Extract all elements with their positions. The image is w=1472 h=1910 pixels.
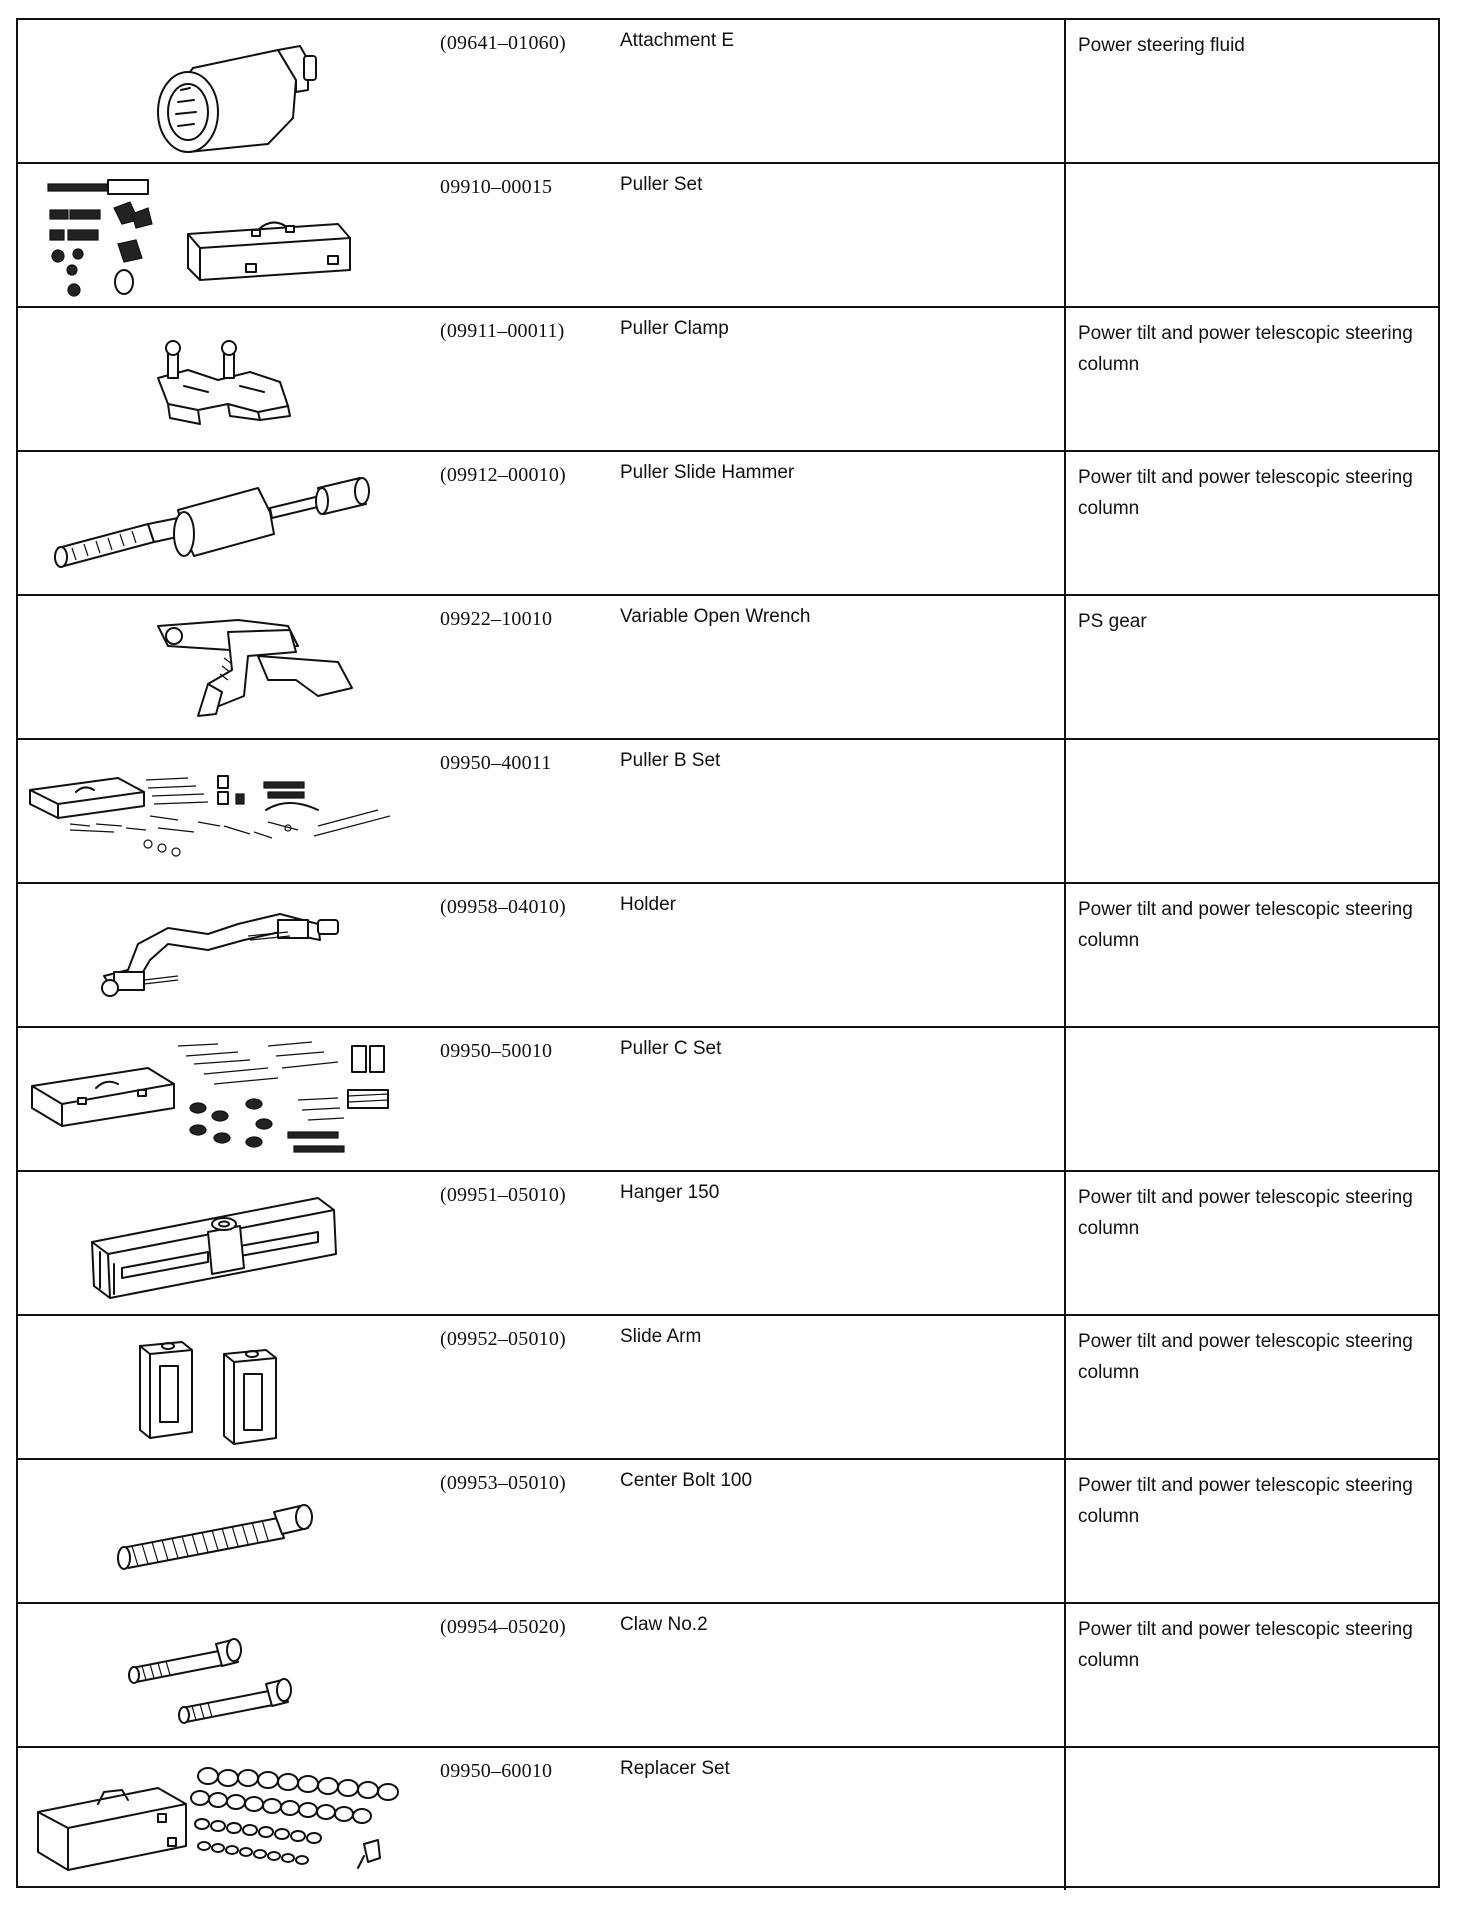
- part-number: (09911–00011): [440, 320, 565, 342]
- usage-text: Power tilt and power telescopic steering column: [1064, 452, 1438, 594]
- part-number: 09950–40011: [440, 752, 552, 774]
- part-name: Puller Clamp: [620, 318, 729, 339]
- usage-text: Power tilt and power telescopic steering column: [1064, 1172, 1438, 1314]
- tool-image-puller-set: [18, 164, 438, 306]
- tool-image-replacer-set: [18, 1748, 438, 1890]
- part-name: Slide Arm: [620, 1326, 702, 1347]
- table-row: [18, 1748, 1438, 1890]
- part-name: Holder: [620, 894, 676, 915]
- part-name: Puller Slide Hammer: [620, 462, 795, 483]
- table-row: [18, 452, 1438, 596]
- part-name: Replacer Set: [620, 1758, 730, 1779]
- tool-image-holder: [18, 884, 438, 1026]
- tool-table: [16, 18, 1440, 1888]
- usage-text: PS gear: [1064, 596, 1438, 738]
- usage-text: Power tilt and power telescopic steering column: [1064, 308, 1438, 450]
- table-row: [18, 1172, 1438, 1316]
- tool-image-claw-no2: [18, 1604, 438, 1746]
- part-name: Center Bolt 100: [620, 1470, 753, 1491]
- tool-image-puller-c-set: [18, 1028, 438, 1170]
- part-number: 09950–50010: [440, 1040, 553, 1062]
- part-number: (09641–01060): [440, 32, 566, 54]
- table-row: [18, 1028, 1438, 1172]
- table-row: [18, 1460, 1438, 1604]
- tool-image-variable-open-wrench: [18, 596, 438, 738]
- table-row: [18, 164, 1438, 308]
- tool-image-attachment-e: [18, 20, 438, 162]
- part-number: (09958–04010): [440, 896, 566, 918]
- usage-text: [1064, 1028, 1438, 1170]
- usage-text: Power tilt and power telescopic steering column: [1064, 1460, 1438, 1602]
- usage-text: [1064, 740, 1438, 882]
- part-name: Puller Set: [620, 174, 703, 195]
- table-row: [18, 20, 1438, 164]
- part-number: (09951–05010): [440, 1184, 566, 1206]
- part-number: 09950–60010: [440, 1760, 553, 1782]
- part-number: (09912–00010): [440, 464, 566, 486]
- table-row: [18, 308, 1438, 452]
- part-name: Hanger 150: [620, 1182, 720, 1203]
- tool-image-hanger-150: [18, 1172, 438, 1314]
- table-row: [18, 884, 1438, 1028]
- usage-text: [1064, 164, 1438, 306]
- tool-image-center-bolt-100: [18, 1460, 438, 1602]
- part-number: 09922–10010: [440, 608, 553, 630]
- usage-text: [1064, 1748, 1438, 1890]
- usage-text: Power tilt and power telescopic steering column: [1064, 1604, 1438, 1746]
- usage-text: Power tilt and power telescopic steering column: [1064, 884, 1438, 1026]
- usage-text: Power tilt and power telescopic steering column: [1064, 1316, 1438, 1458]
- part-number: 09910–00015: [440, 176, 553, 198]
- part-name: Attachment E: [620, 30, 735, 51]
- usage-text: Power steering fluid: [1064, 20, 1438, 162]
- tool-image-puller-b-set: [18, 740, 438, 882]
- table-row: [18, 1316, 1438, 1460]
- part-name: Variable Open Wrench: [620, 606, 811, 627]
- part-number: (09953–05010): [440, 1472, 566, 1494]
- tool-image-puller-slide-hammer: [18, 452, 438, 594]
- tool-image-puller-clamp: [18, 308, 438, 450]
- part-name: Claw No.2: [620, 1614, 708, 1635]
- part-number: (09952–05010): [440, 1328, 566, 1350]
- table-row: [18, 740, 1438, 884]
- tool-image-slide-arm: [18, 1316, 438, 1458]
- part-number: (09954–05020): [440, 1616, 566, 1638]
- table-row: [18, 596, 1438, 740]
- part-name: Puller B Set: [620, 750, 721, 771]
- table-row: [18, 1604, 1438, 1748]
- part-name: Puller C Set: [620, 1038, 722, 1059]
